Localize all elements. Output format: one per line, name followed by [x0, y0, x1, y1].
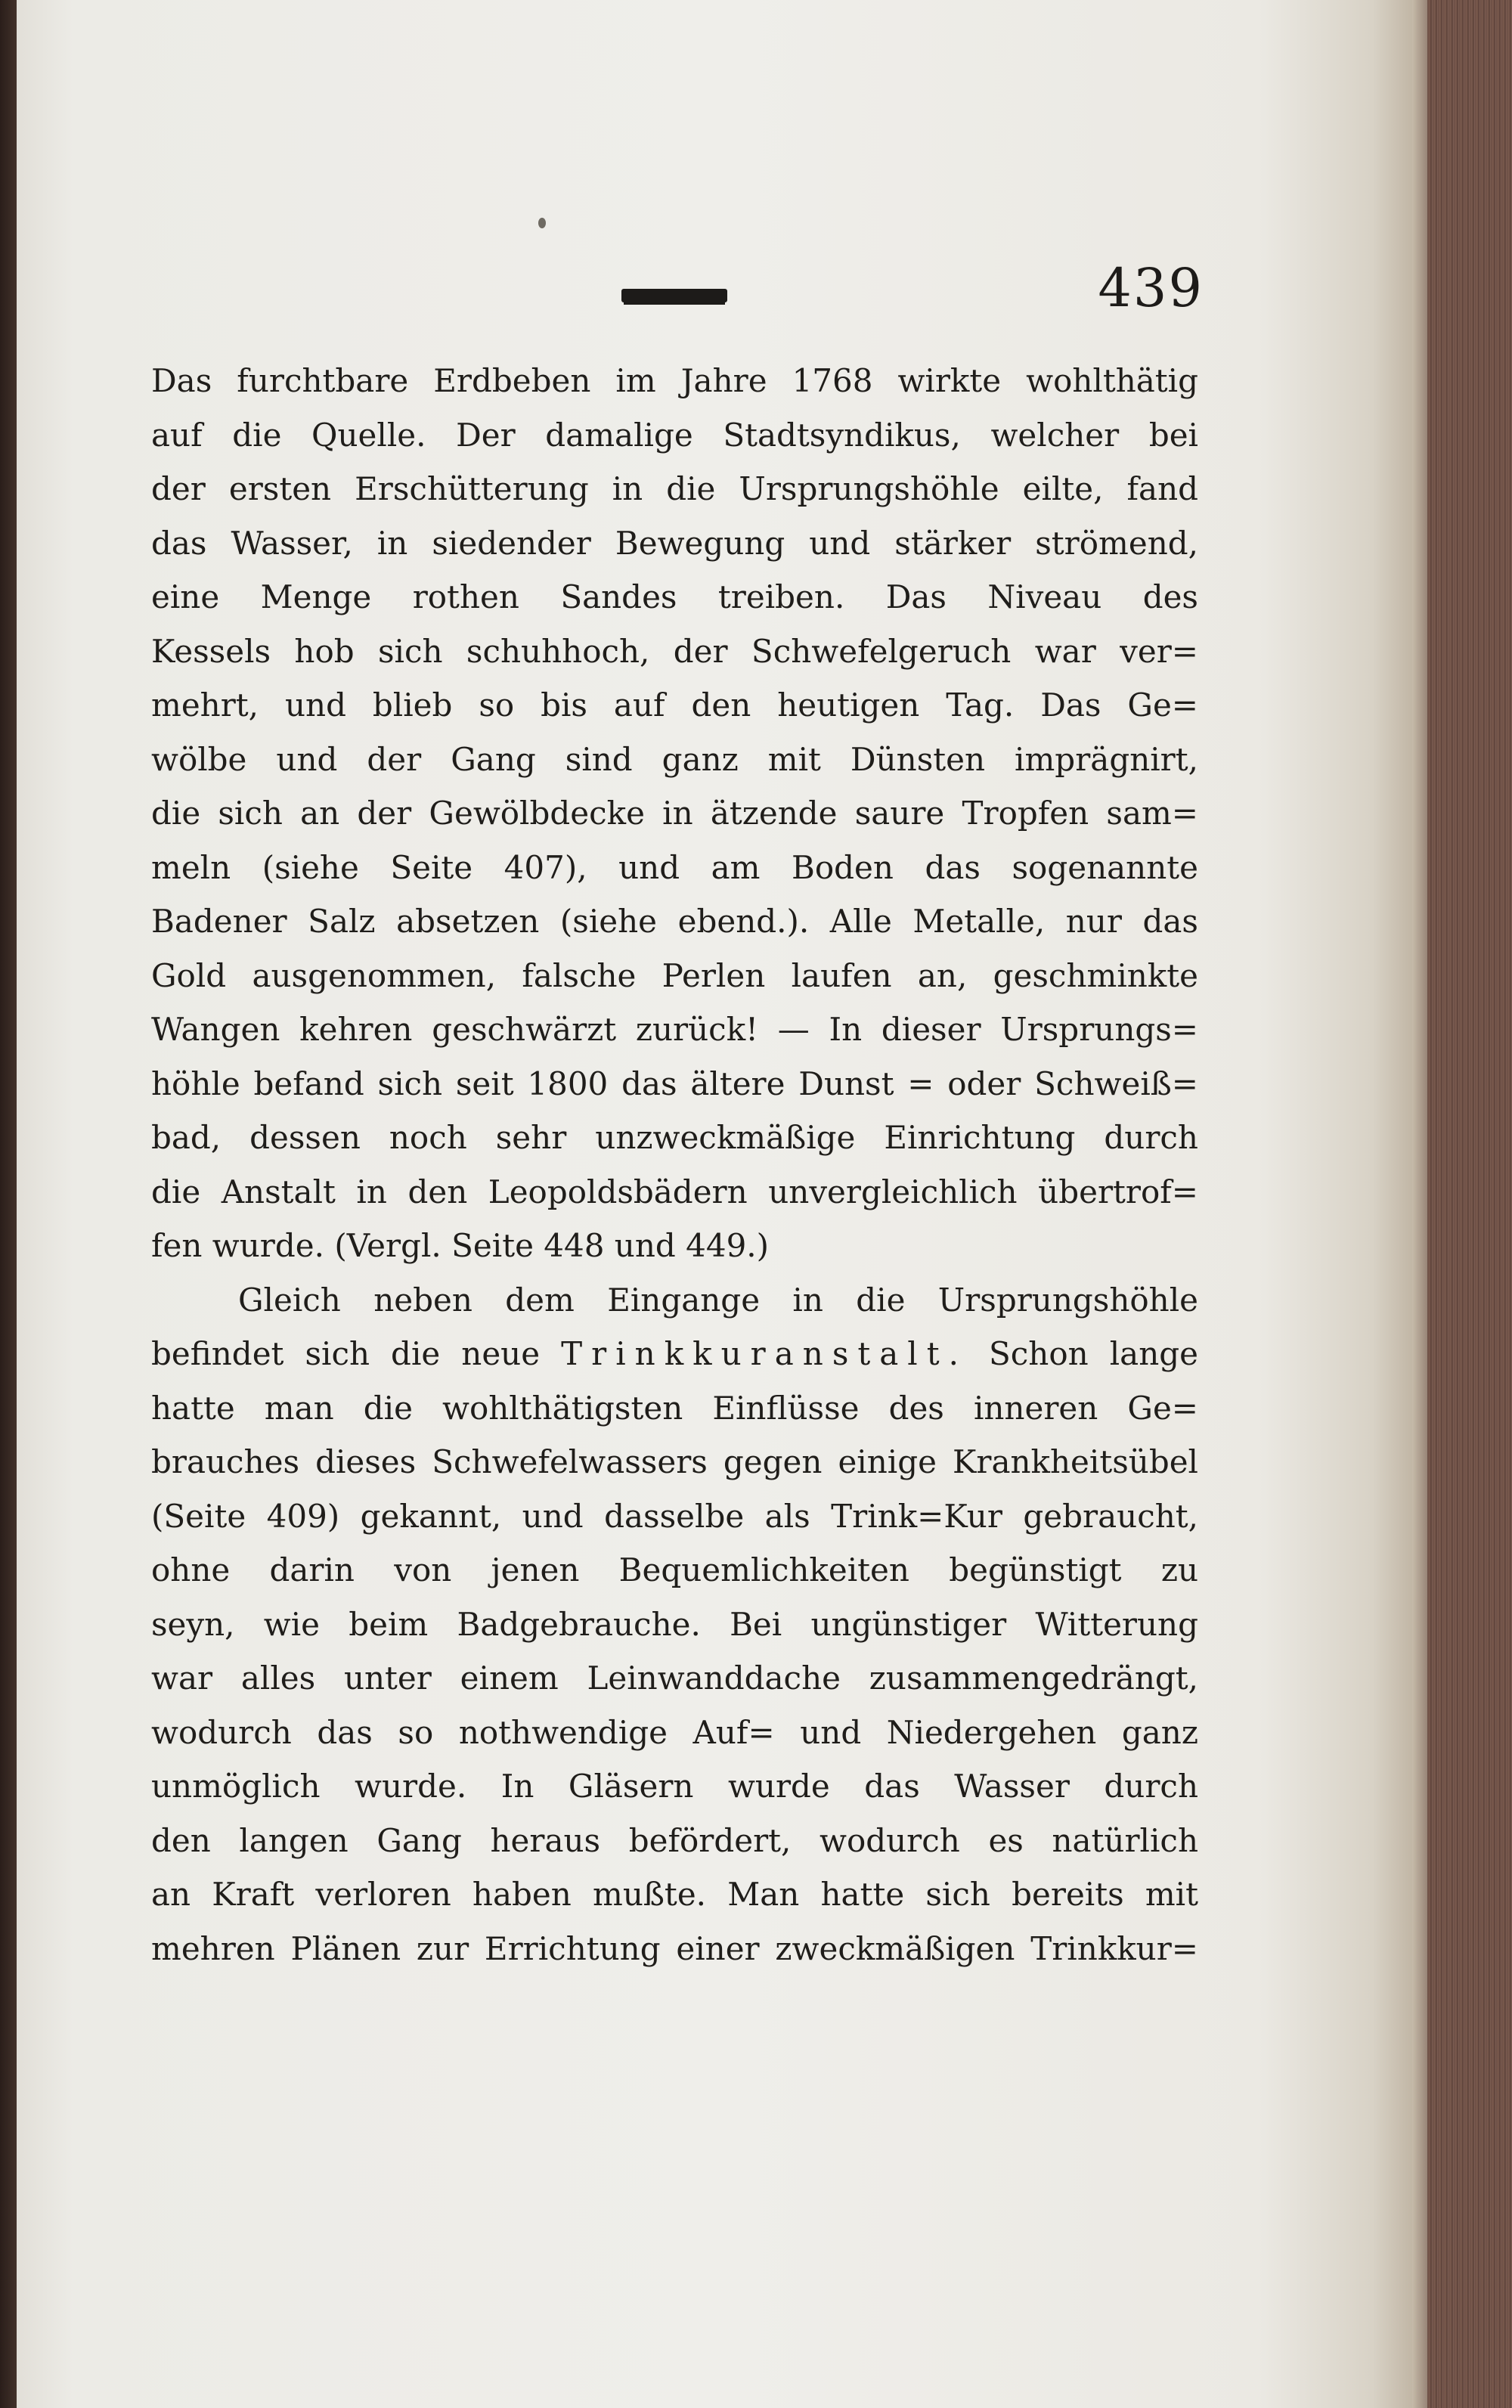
text-line-with-spaced-term: [151, 1327, 1198, 1381]
text-segment: Schon lange: [989, 1335, 1198, 1372]
text-line: die Anstalt in den Leopoldsbädern unvergleichlich übertrof=: [151, 1173, 1198, 1210]
text-line: eine Menge rothen Sandes treiben. Das Niveau des: [151, 578, 1198, 615]
text-line: hatte man die wohlthätigsten Einflüsse des inneren Ge=: [151, 1389, 1198, 1427]
text-line: der ersten Erschütterung in die Ursprungshöhle eilte, fand: [151, 470, 1198, 507]
body-text: [151, 354, 1198, 1976]
page-sheet: [17, 0, 1429, 2408]
text-line: Das furchtbare Erdbeben im Jahre 1768 wirkte wohlthätig: [151, 362, 1198, 399]
ink-speck: [538, 218, 546, 228]
text-line: (Seite 409) gekannt, und dasselbe als Trink=Kur gebraucht,: [151, 1497, 1198, 1535]
text-line: war alles unter einem Leinwanddache zusammengedrängt,: [151, 1660, 1198, 1697]
text-line: höhle befand sich seit 1800 das ältere Dunst = oder Schweiß=: [151, 1065, 1198, 1102]
text-line: Kessels hob sich schuhhoch, der Schwefelgeruch war ver=: [151, 632, 1198, 670]
text-segment: befindet sich die neue: [151, 1335, 541, 1372]
text-line: seyn, wie beim Badgebrauche. Bei ungünstiger Witterung: [151, 1605, 1198, 1643]
page-stack-edge: [1427, 0, 1512, 2408]
text-line: das Wasser, in siedender Bewegung und stärker strömend,: [151, 524, 1198, 562]
text-line: wodurch das so nothwendige Auf= und Niedergehen ganz: [151, 1713, 1198, 1751]
text-line: den langen Gang heraus befördert, wodurch es natürlich: [151, 1821, 1198, 1859]
text-line: fen wurde. (Vergl. Seite 448 und 449.): [151, 1227, 770, 1264]
spaced-term: Trinkkuranstalt.: [561, 1335, 968, 1372]
text-line: Badener Salz absetzen (siehe ebend.). Alle Metalle, nur das: [151, 903, 1198, 940]
text-line: an Kraft verloren haben mußte. Man hatte sich bereits mit: [151, 1876, 1198, 1913]
header-rule: [621, 289, 727, 302]
text-line: Wangen kehren geschwärzt zurück! — In dieser Ursprungs=: [151, 1011, 1198, 1048]
text-line: auf die Quelle. Der damalige Stadtsyndikus, welcher bei: [151, 416, 1198, 454]
page-header: [17, 257, 1429, 340]
text-line: Gold ausgenommen, falsche Perlen laufen an, geschminkte: [151, 956, 1198, 994]
text-line: meln (siehe Seite 407), und am Boden das sogenannte: [151, 848, 1198, 886]
paragraph-start-line: Gleich neben dem Eingange in die Ursprungshöhle: [238, 1281, 1198, 1319]
text-line: mehren Plänen zur Errichtung einer zweckmäßigen Trinkkur=: [151, 1929, 1198, 1967]
text-line: unmöglich wurde. In Gläsern wurde das Wasser durch: [151, 1768, 1198, 1805]
page-number: 439: [1098, 257, 1204, 319]
text-line: die sich an der Gewölbdecke in ätzende saure Tropfen sam=: [151, 795, 1198, 832]
text-line: brauches dieses Schwefelwassers gegen einige Krankheitsübel: [151, 1443, 1198, 1480]
text-line: bad, dessen noch sehr unzweckmäßige Einrichtung durch: [151, 1119, 1198, 1156]
text-line: mehrt, und blieb so bis auf den heutigen Tag. Das Ge=: [151, 686, 1198, 724]
text-line: wölbe und der Gang sind ganz mit Dünsten imprägnirt,: [151, 740, 1198, 778]
text-line: ohne darin von jenen Bequemlichkeiten begünstigt zu: [151, 1551, 1198, 1588]
